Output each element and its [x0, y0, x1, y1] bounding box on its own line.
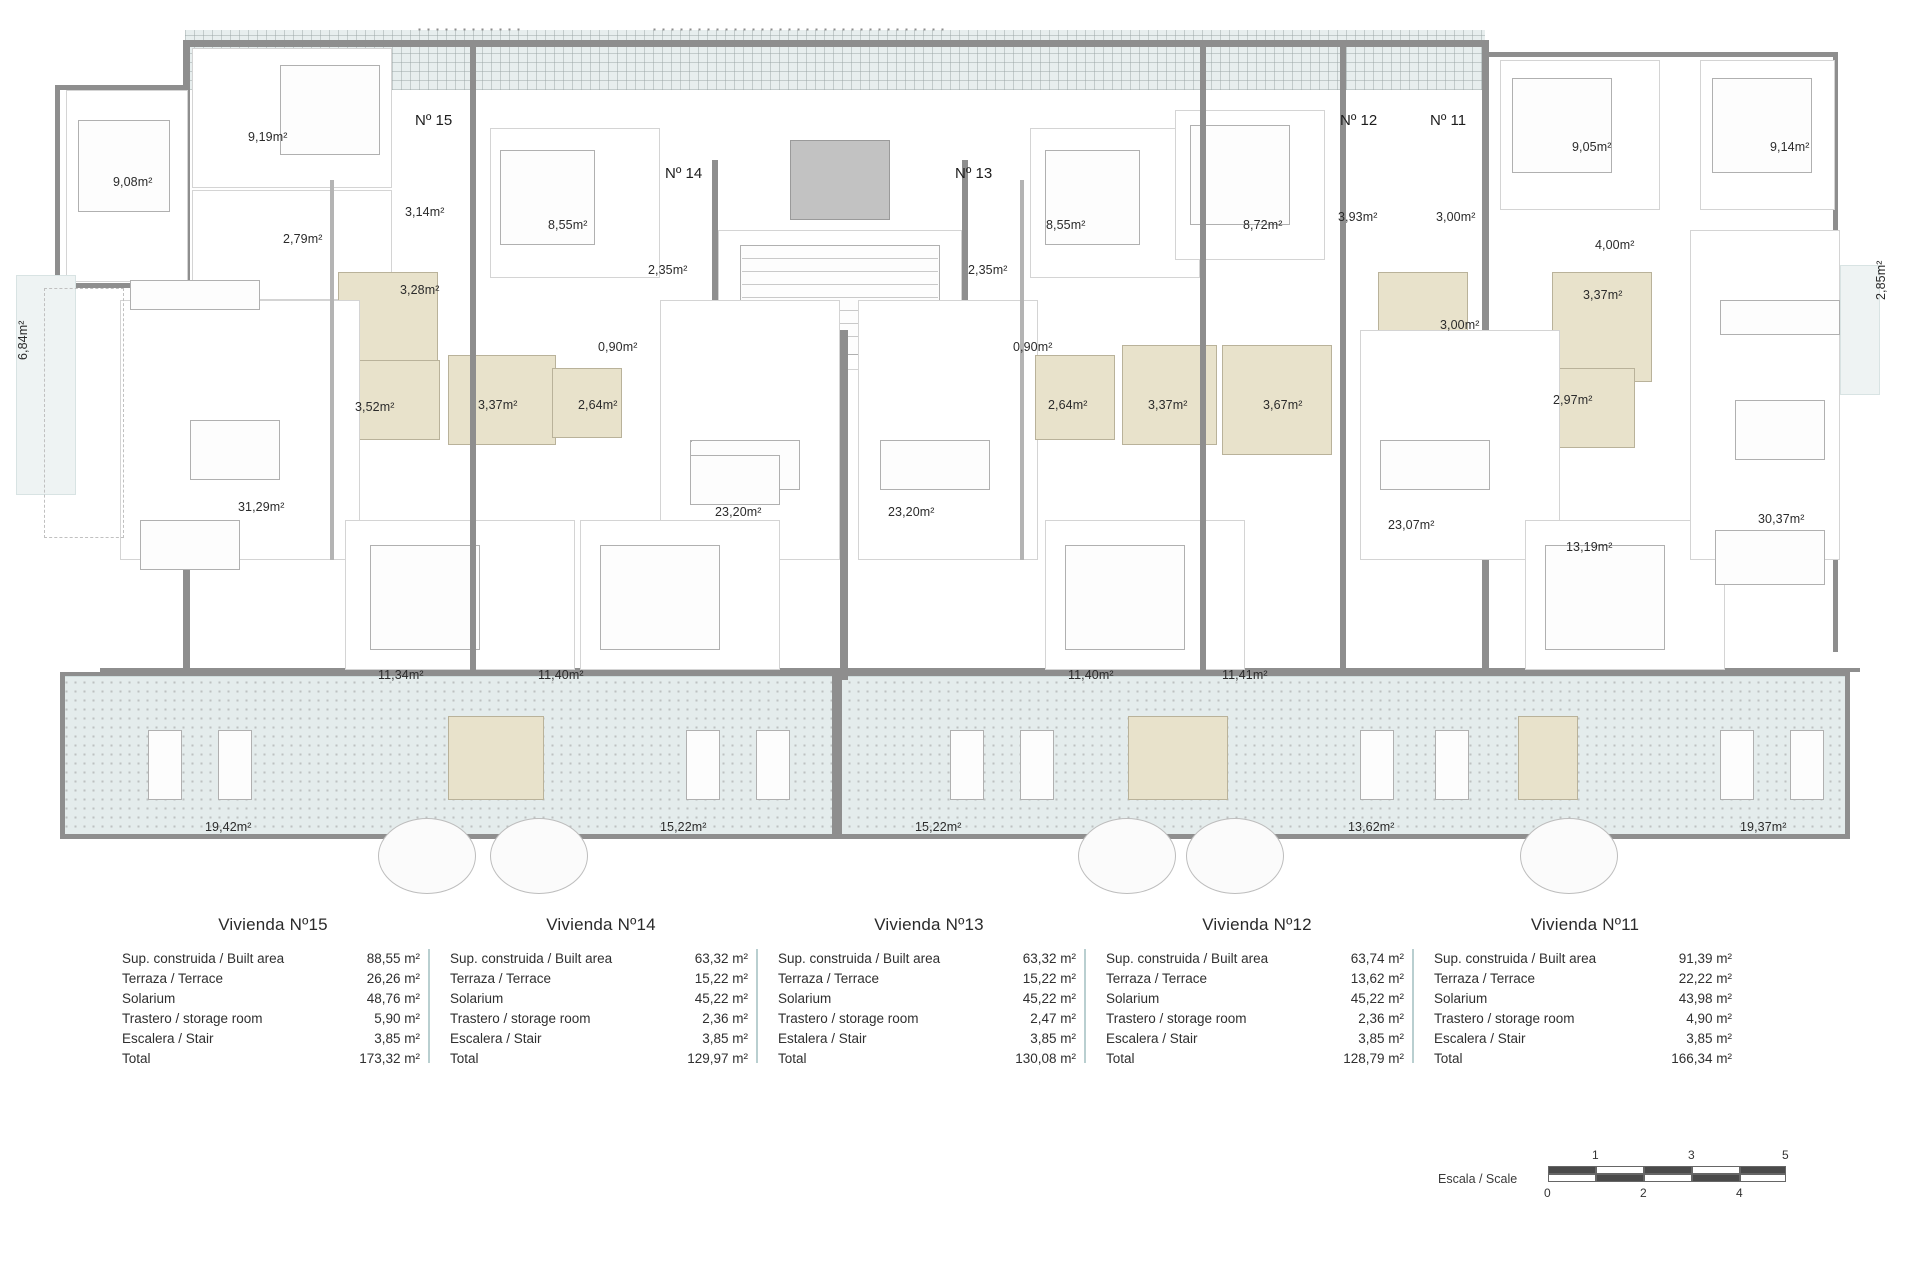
- terrace-lounger-9: [1720, 730, 1754, 800]
- unit15-terrace-outline: [44, 288, 124, 538]
- plan-area-a23: 8,55m²: [1046, 218, 1086, 232]
- unit15-bed-a: [78, 120, 170, 212]
- legend-row-terrace-14: [446, 969, 756, 989]
- plan-area-a30: 3,00m²: [1440, 318, 1480, 332]
- legend-key-total-12: Total: [1106, 1051, 1135, 1066]
- legend-key-stair-13: Estalera / Stair: [778, 1031, 867, 1046]
- legend-val-storage-12: 2,36 m²: [1358, 1011, 1404, 1026]
- legend-row-storage-13: [774, 1009, 1084, 1029]
- legend-val-built-12: 63,74 m²: [1350, 951, 1404, 966]
- legend-row-stair-13: [774, 1029, 1084, 1049]
- legend-unit-14: [428, 915, 756, 1069]
- legend-row-terrace-13: [774, 969, 1084, 989]
- plan-unit-marker-14: Nº 14: [665, 165, 703, 182]
- scale-seg-top-4: [1692, 1166, 1740, 1174]
- scale-seg-bot-1: [1548, 1174, 1596, 1182]
- stair-step-3: [742, 284, 938, 285]
- unit14-dining: [690, 440, 692, 442]
- legend-key-storage-14: Trastero / storage room: [450, 1011, 591, 1026]
- unit15-bed-b: [280, 65, 380, 155]
- unit11-dining-table: [1735, 400, 1825, 460]
- legend-key-solarium-13: Solarium: [778, 991, 832, 1006]
- legend-key-terrace-13: Terraza / Terrace: [778, 971, 880, 986]
- legend-val-solarium-12: 45,22 m²: [1350, 991, 1404, 1006]
- plan-area-a18: 19,42m²: [205, 820, 252, 834]
- scale-tick-top-3: 3: [1688, 1148, 1695, 1162]
- plan-area-a12: 6,84m²: [16, 320, 30, 360]
- plan-area-a7: 0,90m²: [598, 340, 638, 354]
- legend-unit-13: [756, 915, 1084, 1069]
- legend-row-built-14: [446, 949, 756, 969]
- legend-key-built-14: Sup. construida / Built area: [450, 951, 613, 966]
- plan-area-a29: 3,67m²: [1263, 398, 1303, 412]
- unit13-sofa: [880, 440, 990, 490]
- plan-area-a31: 3,37m²: [1583, 288, 1623, 302]
- legend-val-storage-11: 4,90 m²: [1686, 1011, 1732, 1026]
- legend-row-terrace-15: [118, 969, 428, 989]
- legend-val-built-11: 91,39 m²: [1678, 951, 1732, 966]
- plan-area-a2: 9,08m²: [113, 175, 153, 189]
- wall-terrace-left: [60, 676, 65, 836]
- plan-area-a6: 2,35m²: [648, 263, 688, 277]
- wall-terrace-divider-center: [832, 676, 842, 836]
- lift-shaft: [790, 140, 890, 220]
- legend-row-storage-14: [446, 1009, 756, 1029]
- unit12-sofa: [1380, 440, 1490, 490]
- legend-key-built-12: Sup. construida / Built area: [1106, 951, 1269, 966]
- legend-row-total-11: [1430, 1049, 1740, 1069]
- terrace-lounger-2: [218, 730, 252, 800]
- scale-tick-bot-2: 2: [1640, 1186, 1647, 1200]
- legend-key-stair-14: Escalera / Stair: [450, 1031, 542, 1046]
- legend-title-12: Vivienda Nº12: [1202, 915, 1312, 934]
- legend-key-solarium-15: Solarium: [122, 991, 176, 1006]
- legend-key-total-14: Total: [450, 1051, 479, 1066]
- scale-tick-bot-0: 0: [1544, 1186, 1551, 1200]
- legend-unit-12: [1084, 915, 1412, 1069]
- plan-unit-marker-13: Nº 13: [955, 165, 993, 182]
- legend-row-storage-11: [1430, 1009, 1740, 1029]
- plan-area-a17: 11,40m²: [538, 668, 584, 682]
- legend-row-solarium-11: [1430, 989, 1740, 1009]
- plan-unit-marker-15: Nº 15: [415, 112, 453, 129]
- plan-area-a14: 23,20m²: [715, 505, 762, 519]
- legend-key-terrace-15: Terraza / Terrace: [122, 971, 224, 986]
- scale-seg-top-2: [1596, 1166, 1644, 1174]
- legend-key-terrace-11: Terraza / Terrace: [1434, 971, 1536, 986]
- plan-area-a19: 15,22m²: [660, 820, 707, 834]
- terrace-lounger-3: [686, 730, 720, 800]
- wall-top-outer: [183, 40, 1489, 47]
- plan-area-a13: 31,29m²: [238, 500, 285, 514]
- terrace-lounger-7: [1360, 730, 1394, 800]
- top-dot-band-right: [650, 25, 950, 35]
- unit15-dining-table: [190, 420, 280, 480]
- legend-key-solarium-11: Solarium: [1434, 991, 1488, 1006]
- legend-row-built-11: [1430, 949, 1740, 969]
- scale-label: Escala / Scale: [1438, 1172, 1518, 1186]
- legend-val-total-14: 129,97 m²: [687, 1051, 748, 1066]
- legend-key-storage-15: Trastero / storage room: [122, 1011, 263, 1026]
- legend-key-terrace-12: Terraza / Terrace: [1106, 971, 1208, 986]
- plan-area-a38: 23,07m²: [1388, 518, 1435, 532]
- unit11-living: [1690, 230, 1840, 560]
- legend-row-solarium-15: [118, 989, 428, 1009]
- scale-bar-block: [1438, 1148, 1848, 1208]
- legend-row-stair-14: [446, 1029, 756, 1049]
- plan-area-a28: 3,37m²: [1148, 398, 1188, 412]
- unit12-bed-2: [1545, 545, 1665, 650]
- legend-val-total-13: 130,08 m²: [1015, 1051, 1076, 1066]
- scale-seg-top-3: [1644, 1166, 1692, 1174]
- plan-area-a1: 9,19m²: [248, 130, 288, 144]
- legend-row-built-15: [118, 949, 428, 969]
- legend-val-total-11: 166,34 m²: [1671, 1051, 1732, 1066]
- legend-key-built-15: Sup. construida / Built area: [122, 951, 285, 966]
- spiral-stair-4: [1186, 818, 1284, 894]
- legend-key-storage-13: Trastero / storage room: [778, 1011, 919, 1026]
- scale-seg-bot-3: [1644, 1174, 1692, 1182]
- legend-title-14: Vivienda Nº14: [546, 915, 656, 934]
- scale-bar: [1548, 1166, 1786, 1182]
- plan-area-a36: 2,85m²: [1874, 260, 1888, 300]
- plan-area-a15: 23,20m²: [888, 505, 935, 519]
- internal-wall-a: [330, 180, 334, 560]
- legend-row-total-13: [774, 1049, 1084, 1069]
- legend-key-total-15: Total: [122, 1051, 151, 1066]
- legend-val-storage-13: 2,47 m²: [1030, 1011, 1076, 1026]
- unit13-bed-2: [1065, 545, 1185, 650]
- plan-unit-marker-12: Nº 12: [1340, 112, 1378, 129]
- scale-seg-bot-4: [1692, 1174, 1740, 1182]
- legend-key-stair-11: Escalera / Stair: [1434, 1031, 1526, 1046]
- legend-key-stair-12: Escalera / Stair: [1106, 1031, 1198, 1046]
- terrace-lounger-10: [1790, 730, 1824, 800]
- legend-row-storage-12: [1102, 1009, 1412, 1029]
- legend-row-stair-12: [1102, 1029, 1412, 1049]
- legend-val-stair-13: 3,85 m²: [1030, 1031, 1076, 1046]
- legend-row-total-12: [1102, 1049, 1412, 1069]
- plan-area-a32: 2,97m²: [1553, 393, 1593, 407]
- legend-row-storage-15: [118, 1009, 428, 1029]
- stair-entry-unit15: [448, 716, 544, 800]
- spiral-stair-3: [1078, 818, 1176, 894]
- unit11-bed-a: [1512, 78, 1612, 173]
- legend-key-built-13: Sup. construida / Built area: [778, 951, 941, 966]
- stair-entry-unit13: [1128, 716, 1228, 800]
- legend-key-terrace-14: Terraza / Terrace: [450, 971, 552, 986]
- plan-area-a22: 0,90m²: [1013, 340, 1053, 354]
- unit-schedule-legend: [100, 915, 1860, 1069]
- legend-val-stair-15: 3,85 m²: [374, 1031, 420, 1046]
- legend-val-terrace-14: 15,22 m²: [694, 971, 748, 986]
- legend-val-terrace-11: 22,22 m²: [1678, 971, 1732, 986]
- plan-area-a37: 30,37m²: [1758, 512, 1805, 526]
- legend-val-stair-11: 3,85 m²: [1686, 1031, 1732, 1046]
- plan-area-a35: 9,14m²: [1770, 140, 1810, 154]
- legend-val-solarium-15: 48,76 m²: [366, 991, 420, 1006]
- legend-val-solarium-13: 45,22 m²: [1022, 991, 1076, 1006]
- legend-row-solarium-14: [446, 989, 756, 1009]
- wall-terrace-right: [1845, 676, 1850, 836]
- spiral-stair-5: [1520, 818, 1618, 894]
- legend-unit-15: [100, 915, 428, 1069]
- plan-area-a9: 3,52m²: [355, 400, 395, 414]
- internal-wall-b: [1020, 180, 1024, 560]
- unit13-living: [858, 300, 1038, 560]
- plan-area-a33: 4,00m²: [1595, 238, 1635, 252]
- legend-row-total-14: [446, 1049, 756, 1069]
- core-spine-wall: [840, 330, 848, 680]
- legend-val-built-14: 63,32 m²: [694, 951, 748, 966]
- legend-val-storage-15: 5,90 m²: [374, 1011, 420, 1026]
- plan-area-a34: 9,05m²: [1572, 140, 1612, 154]
- plan-area-a39: 13,19m²: [1566, 540, 1613, 554]
- legend-val-storage-14: 2,36 m²: [702, 1011, 748, 1026]
- scale-tick-top-1: 1: [1592, 1148, 1599, 1162]
- unit14-bed-2: [600, 545, 720, 650]
- legend-val-built-13: 63,32 m²: [1022, 951, 1076, 966]
- legend-row-stair-11: [1430, 1029, 1740, 1049]
- legend-row-solarium-12: [1102, 989, 1412, 1009]
- plan-area-a8: 3,28m²: [400, 283, 440, 297]
- legend-val-stair-14: 3,85 m²: [702, 1031, 748, 1046]
- legend-unit-11: [1412, 915, 1740, 1069]
- legend-key-built-11: Sup. construida / Built area: [1434, 951, 1597, 966]
- stair-step-4: [742, 297, 938, 298]
- legend-key-stair-15: Escalera / Stair: [122, 1031, 214, 1046]
- legend-row-terrace-12: [1102, 969, 1412, 989]
- legend-val-stair-12: 3,85 m²: [1358, 1031, 1404, 1046]
- wall-left-wing-side: [55, 85, 60, 285]
- legend-row-solarium-13: [774, 989, 1084, 1009]
- plan-area-a41: 11,41m²: [1222, 668, 1268, 682]
- legend-val-solarium-14: 45,22 m²: [694, 991, 748, 1006]
- legend-row-built-12: [1102, 949, 1412, 969]
- plan-area-a43: 19,37m²: [1740, 820, 1787, 834]
- plan-unit-marker-11: Nº 11: [1430, 112, 1467, 129]
- legend-val-terrace-12: 13,62 m²: [1350, 971, 1404, 986]
- plan-area-a25: 3,93m²: [1338, 210, 1378, 224]
- scale-seg-bot-5: [1740, 1174, 1786, 1182]
- legend-title-13: Vivienda Nº13: [874, 915, 984, 934]
- legend-row-terrace-11: [1430, 969, 1740, 989]
- terrace-lounger-4: [756, 730, 790, 800]
- unit15-bed-c: [370, 545, 480, 650]
- stair-step-2: [742, 271, 938, 272]
- unit11-bed-b: [1712, 78, 1812, 173]
- party-wall-15-14: [470, 47, 476, 672]
- plan-area-a40: 11,40m²: [1068, 668, 1114, 682]
- legend-val-terrace-15: 26,26 m²: [366, 971, 420, 986]
- legend-title-15: Vivienda Nº15: [218, 915, 328, 934]
- legend-row-total-15: [118, 1049, 428, 1069]
- legend-key-storage-11: Trastero / storage room: [1434, 1011, 1575, 1026]
- plan-area-a20: 15,22m²: [915, 820, 962, 834]
- legend-row-stair-15: [118, 1029, 428, 1049]
- legend-val-solarium-11: 43,98 m²: [1678, 991, 1732, 1006]
- terrace-lounger-8: [1435, 730, 1469, 800]
- spiral-stair-2: [490, 818, 588, 894]
- legend-val-total-12: 128,79 m²: [1343, 1051, 1404, 1066]
- stair-step-1: [742, 258, 938, 259]
- plan-area-a42: 13,62m²: [1348, 820, 1395, 834]
- unit14-table: [690, 455, 780, 505]
- legend-title-11: Vivienda Nº11: [1530, 915, 1640, 934]
- terrace-lounger-5: [950, 730, 984, 800]
- plan-area-a21: 2,35m²: [968, 263, 1008, 277]
- plan-area-a5: 8,55m²: [548, 218, 588, 232]
- terrace-lounger-1: [148, 730, 182, 800]
- scale-seg-bot-2: [1596, 1174, 1644, 1182]
- scale-tick-top-5: 5: [1782, 1148, 1789, 1162]
- scale-seg-top-1: [1548, 1166, 1596, 1174]
- unit11-kitchen-counter: [1720, 300, 1840, 335]
- plan-area-a10: 3,37m²: [478, 398, 518, 412]
- plan-area-a4: 3,14m²: [405, 205, 445, 219]
- unit11-sofa: [1715, 530, 1825, 585]
- legend-key-total-13: Total: [778, 1051, 807, 1066]
- terrace-lounger-6: [1020, 730, 1054, 800]
- unit15-kitchen-counter: [130, 280, 260, 310]
- plan-area-a16: 11,34m²: [378, 668, 424, 682]
- legend-key-solarium-14: Solarium: [450, 991, 504, 1006]
- stair-entry-unit11: [1518, 716, 1578, 800]
- legend-key-total-11: Total: [1434, 1051, 1463, 1066]
- spiral-stair-1: [378, 818, 476, 894]
- plan-area-a11: 2,64m²: [578, 398, 618, 412]
- wall-right-wing-top: [1487, 52, 1835, 57]
- legend-row-built-13: [774, 949, 1084, 969]
- plan-area-a26: 3,00m²: [1436, 210, 1476, 224]
- party-wall-12-11: [1340, 47, 1346, 672]
- scale-tick-bot-4: 4: [1736, 1186, 1743, 1200]
- party-wall-13-12: [1200, 47, 1206, 672]
- plan-area-a24: 8,72m²: [1243, 218, 1283, 232]
- legend-val-built-15: 88,55 m²: [366, 951, 420, 966]
- scale-seg-top-5: [1740, 1166, 1786, 1174]
- legend-val-total-15: 173,32 m²: [359, 1051, 420, 1066]
- legend-val-terrace-13: 15,22 m²: [1022, 971, 1076, 986]
- unit15-sofa: [140, 520, 240, 570]
- legend-key-solarium-12: Solarium: [1106, 991, 1160, 1006]
- plan-area-a3: 2,79m²: [283, 232, 323, 246]
- legend-key-storage-12: Trastero / storage room: [1106, 1011, 1247, 1026]
- plan-area-a27: 2,64m²: [1048, 398, 1088, 412]
- top-dot-band-left: [415, 25, 525, 35]
